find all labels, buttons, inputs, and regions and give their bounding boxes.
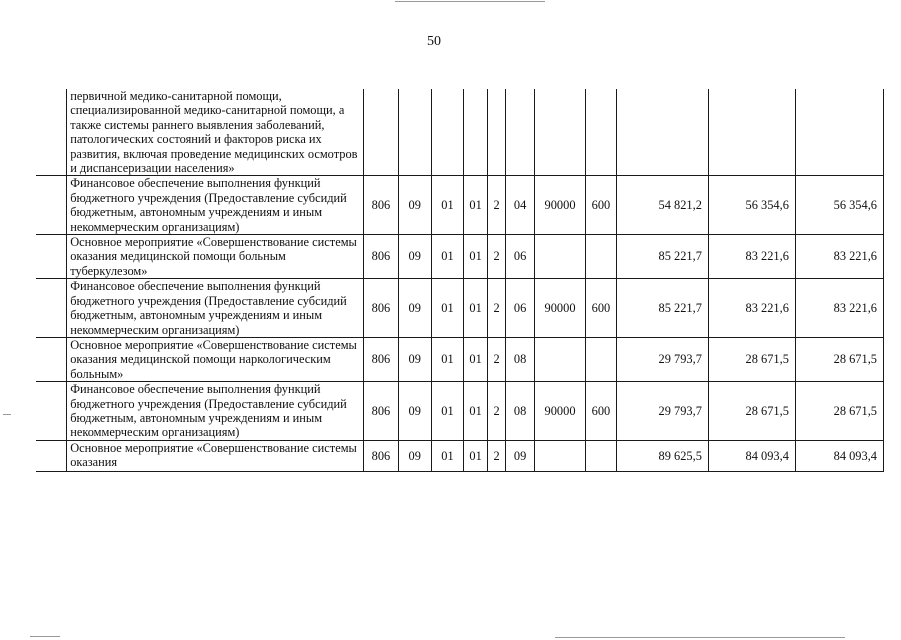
direction-code-cell: 90000	[534, 279, 585, 338]
table-row	[36, 440, 884, 471]
table-row	[36, 235, 884, 279]
event-code-cell: 04	[506, 176, 535, 235]
budget-table	[36, 89, 884, 472]
program-code-cell	[464, 89, 488, 176]
program-code-cell: 01	[464, 176, 488, 235]
table-row	[36, 337, 884, 381]
subprogram-code-cell: 2	[487, 176, 505, 235]
table-row	[36, 382, 884, 441]
amount-year1-cell: 29 793,7	[616, 337, 708, 381]
amount-year3-cell: 28 671,5	[795, 382, 883, 441]
ministry-code-cell: 806	[364, 440, 399, 471]
amount-year1-cell: 54 821,2	[616, 176, 708, 235]
subsection-code-cell: 01	[431, 382, 464, 441]
direction-code-cell	[534, 89, 585, 176]
table-row	[36, 176, 884, 235]
ministry-code-cell: 806	[364, 279, 399, 338]
amount-year2-cell: 83 221,6	[708, 235, 795, 279]
amount-year3-cell: 83 221,6	[795, 279, 883, 338]
program-code-cell: 01	[464, 440, 488, 471]
ministry-code-cell: 806	[364, 382, 399, 441]
program-code-cell: 01	[464, 279, 488, 338]
row-marker-cell	[36, 176, 67, 235]
amount-year3-cell: 56 354,6	[795, 176, 883, 235]
amount-year3-cell: 28 671,5	[795, 337, 883, 381]
event-code-cell	[506, 89, 535, 176]
expense-type-cell	[586, 89, 617, 176]
row-marker-cell	[36, 235, 67, 279]
amount-year2-cell: 84 093,4	[708, 440, 795, 471]
amount-year2-cell: 28 671,5	[708, 382, 795, 441]
section-code-cell: 09	[398, 279, 431, 338]
direction-code-cell: 90000	[534, 382, 585, 441]
amount-year1-cell: 89 625,5	[616, 440, 708, 471]
measure-name-cell: первичной медико-санитарной помощи, специализированной медико-санитарной помощи, а также системы раннего выявления заболеваний, патологических состояний и факторов риска их развития, включая проведение медицинских осмотров и диспансеризации населения»	[67, 89, 364, 176]
row-marker-cell	[36, 337, 67, 381]
subsection-code-cell: 01	[431, 440, 464, 471]
direction-code-cell	[534, 440, 585, 471]
ministry-code-cell: 806	[364, 235, 399, 279]
scan-edge-mark	[395, 1, 545, 2]
row-marker-cell	[36, 89, 67, 176]
measure-name-cell: Финансовое обеспечение выполнения функций бюджетного учреждения (Предоставление субсидий бюджетным, автономным учреждениям и иным некоммерческим организациям)	[67, 176, 364, 235]
amount-year3-cell	[795, 89, 883, 176]
subsection-code-cell: 01	[431, 235, 464, 279]
amount-year1-cell	[616, 89, 708, 176]
row-marker-cell	[36, 440, 67, 471]
subprogram-code-cell: 2	[487, 235, 505, 279]
amount-year3-cell: 84 093,4	[795, 440, 883, 471]
event-code-cell: 09	[506, 440, 535, 471]
section-code-cell: 09	[398, 176, 431, 235]
subsection-code-cell: 01	[431, 337, 464, 381]
subprogram-code-cell: 2	[487, 382, 505, 441]
expense-type-cell	[586, 235, 617, 279]
measure-name-cell: Основное мероприятие «Совершенствование системы оказания медицинской помощи больным туберкулезом»	[67, 235, 364, 279]
subprogram-code-cell	[487, 89, 505, 176]
amount-year1-cell: 85 221,7	[616, 279, 708, 338]
scan-edge-mark	[30, 636, 60, 637]
amount-year2-cell: 56 354,6	[708, 176, 795, 235]
subsection-code-cell	[431, 89, 464, 176]
event-code-cell: 06	[506, 279, 535, 338]
expense-type-cell: 600	[586, 279, 617, 338]
section-code-cell: 09	[398, 382, 431, 441]
amount-year2-cell: 28 671,5	[708, 337, 795, 381]
amount-year2-cell: 83 221,6	[708, 279, 795, 338]
measure-name-cell: Основное мероприятие «Совершенствование системы оказания	[67, 440, 364, 471]
section-code-cell: 09	[398, 235, 431, 279]
measure-name-cell: Финансовое обеспечение выполнения функций бюджетного учреждения (Предоставление субсидий бюджетным, автономным учреждениям и иным некоммерческим организациям)	[67, 382, 364, 441]
subsection-code-cell: 01	[431, 279, 464, 338]
scan-edge-mark	[555, 637, 845, 638]
expense-type-cell: 600	[586, 176, 617, 235]
event-code-cell: 08	[506, 382, 535, 441]
subprogram-code-cell: 2	[487, 279, 505, 338]
section-code-cell: 09	[398, 440, 431, 471]
measure-name-cell: Финансовое обеспечение выполнения функций бюджетного учреждения (Предоставление субсидий бюджетным, автономным учреждениям и иным некоммерческим организациям)	[67, 279, 364, 338]
measure-name-cell: Основное мероприятие «Совершенствование системы оказания медицинской помощи наркологическим больным»	[67, 337, 364, 381]
expense-type-cell: 600	[586, 382, 617, 441]
scan-edge-mark	[3, 414, 11, 415]
direction-code-cell: 90000	[534, 176, 585, 235]
expense-type-cell	[586, 440, 617, 471]
program-code-cell: 01	[464, 235, 488, 279]
subsection-code-cell: 01	[431, 176, 464, 235]
amount-year1-cell: 29 793,7	[616, 382, 708, 441]
subprogram-code-cell: 2	[487, 337, 505, 381]
section-code-cell: 09	[398, 337, 431, 381]
row-marker-cell	[36, 279, 67, 338]
subprogram-code-cell: 2	[487, 440, 505, 471]
page-number: 50	[427, 34, 441, 49]
direction-code-cell	[534, 235, 585, 279]
section-code-cell	[398, 89, 431, 176]
direction-code-cell	[534, 337, 585, 381]
amount-year1-cell: 85 221,7	[616, 235, 708, 279]
program-code-cell: 01	[464, 337, 488, 381]
amount-year3-cell: 83 221,6	[795, 235, 883, 279]
table-row	[36, 89, 884, 176]
ministry-code-cell: 806	[364, 176, 399, 235]
ministry-code-cell: 806	[364, 337, 399, 381]
amount-year2-cell	[708, 89, 795, 176]
ministry-code-cell	[364, 89, 399, 176]
expense-type-cell	[586, 337, 617, 381]
event-code-cell: 08	[506, 337, 535, 381]
event-code-cell: 06	[506, 235, 535, 279]
table-row	[36, 279, 884, 338]
program-code-cell: 01	[464, 382, 488, 441]
row-marker-cell	[36, 382, 67, 441]
